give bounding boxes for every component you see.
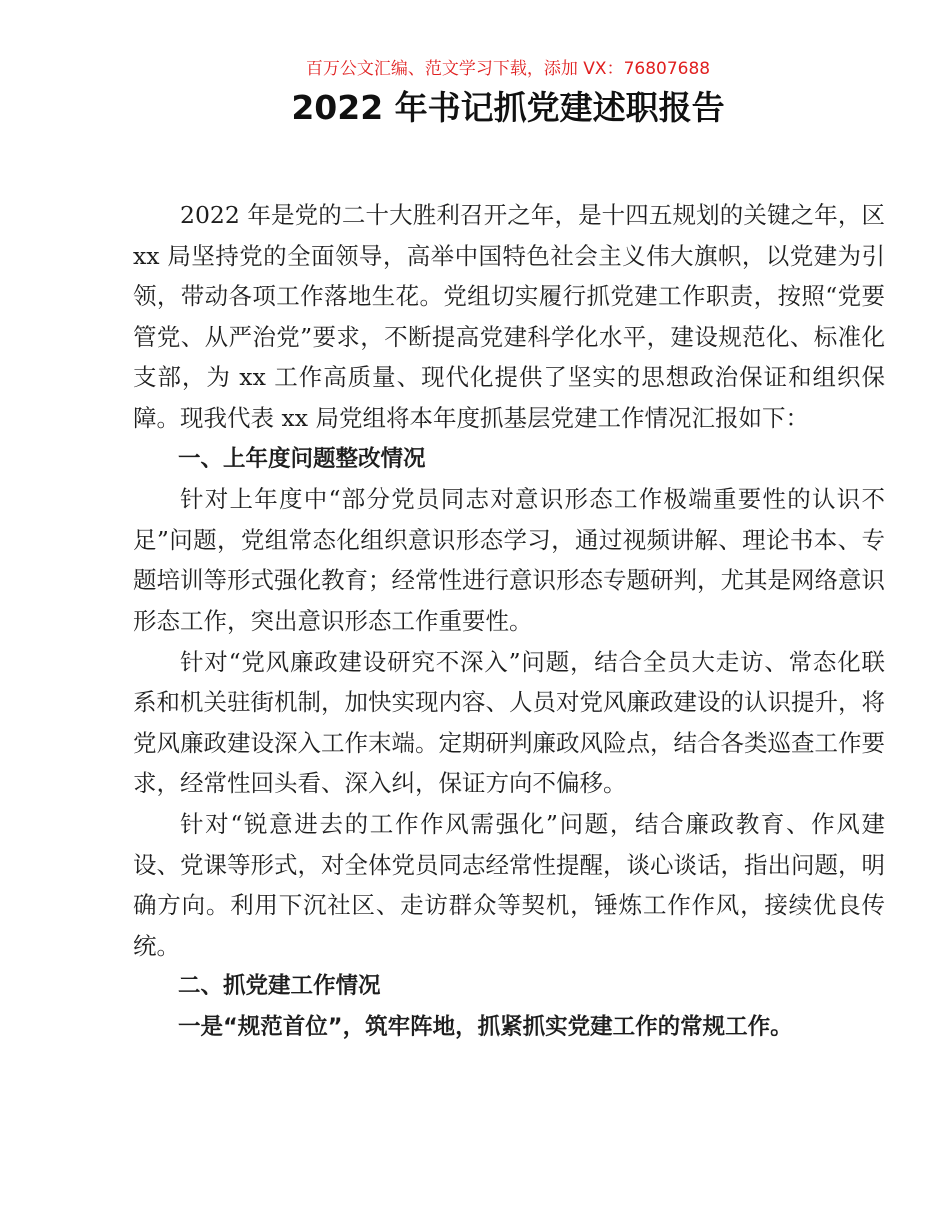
body-paragraph: 针对“锐意进去的工作作风需强化”问题，结合廉政教育、作风建设、党课等形式，对全体党员同志经常性提醒，谈心谈话，指出问题，明确方向。利用下沉社区、走访群众等契机，锤炼工作作风，接续优良传统。	[133, 809, 885, 960]
watermark-text: 百万公文汇编、范文学习下载，添加 VX：76807688	[305, 59, 711, 79]
document-title: 2022 年书记抓党建述职报告	[291, 88, 725, 127]
document-body	[133, 195, 885, 1047]
body-paragraph: 针对“党风廉政建设研究不深入”问题，结合全员大走访、常态化联系和机关驻街机制，加快实现内容、人员对党风廉政建设的认识提升，将党风廉政建设深入工作末端。定期研判廉政风险点，结合各类巡查工作要求，经常性回头看、深入纠，保证方向不偏移。	[133, 647, 885, 798]
section-heading-1: 一、上年度问题整改情况	[178, 445, 426, 472]
subsection-heading-1: 一是“规范首位”，筑牢阵地，抓紧抓实党建工作的常规工作。	[178, 1013, 793, 1040]
section-heading-2: 二、抓党建工作情况	[178, 973, 381, 1000]
body-paragraph: 针对上年度中“部分党员同志对意识形态工作极端重要性的认识不足”问题，党组常态化组织意识形态学习，通过视频讲解、理论书本、专题培训等形式强化教育；经常性进行意识形态专题研判，尤其是网络意识形态工作，突出意识形态工作重要性。	[133, 485, 885, 635]
intro-paragraph: 2022 年是党的二十大胜利召开之年，是十四五规划的关键之年，区 xx 局坚持党的全面领导，高举中国特色社会主义伟大旗帜，以党建为引领，带动各项工作落地生花。党组切实履行抓党建工作职责，按照“党要管党、从严治党”要求，不断提高党建科学化水平，建设规范化、标准化支部，为 xx 工作高质量、现代化提供了坚实的思想政治保证和组织保障。现我代表 xx 局党组将本年度抓基层党建工作情况汇报如下：	[133, 201, 885, 432]
